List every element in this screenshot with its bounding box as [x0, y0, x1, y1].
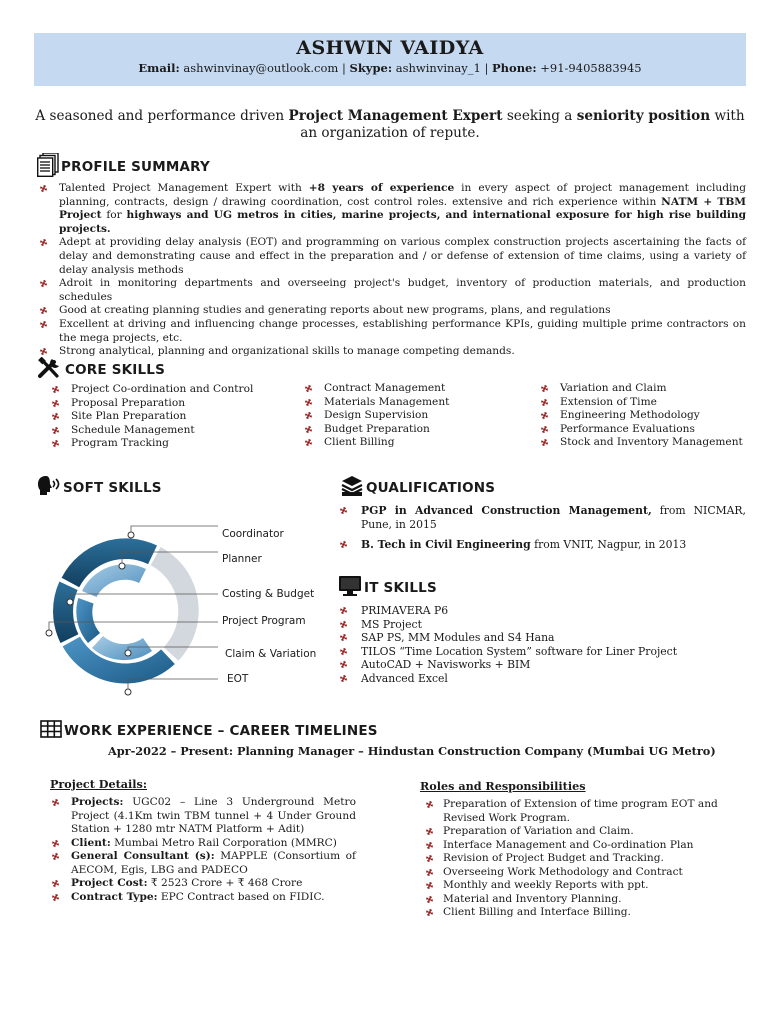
list-item: Adept at providing delay analysis (EOT) and programming on various complex construction projects ascertaining the facts of delay and demonstrating cause and effect in the preparation and / or defense of extension of time claims, using a variety of delay analysis methods — [34, 236, 746, 277]
section-title: WORK EXPERIENCE – CAREER TIMELINES — [64, 723, 378, 739]
list-item: AutoCAD + Navisworks + BIM — [334, 658, 746, 672]
core-skills-column-3 — [535, 382, 760, 450]
list-item: Talented Project Management Expert with +8 years of experience in every aspect of project management including planning, contracts, design / drawing coordination, cost control roles. extensive and rich experience within NATM + TBM Project for highways and UG metros in cities, marine projects, and international exposure for high rise building projects. — [34, 182, 746, 236]
section-heading-core-skills — [37, 357, 165, 383]
section-title: PROFILE SUMMARY — [61, 159, 210, 175]
list-item: Preparation of Extension of time program EOT and Revised Work Program. — [420, 798, 725, 825]
skype-label: Skype: — [349, 61, 393, 75]
section-title: SOFT SKILLS — [63, 480, 162, 496]
books-icon — [340, 475, 364, 501]
soft-skill-label: EOT — [227, 673, 249, 685]
job-position-line: Apr-2022 – Present: Planning Manager – Hindustan Construction Company (Mumbai UG Metro) — [108, 744, 716, 758]
list-item: Excellent at driving and influencing change processes, establishing performance KPIs, guiding multiple prime contractors on the mega projects, etc. — [34, 318, 746, 345]
list-item: Good at creating planning studies and generating reports about new programs, plans, and regulations — [34, 304, 746, 318]
speaking-head-icon — [37, 475, 61, 501]
list-item: Advanced Excel — [334, 672, 746, 686]
soft-skill-label: Coordinator — [222, 528, 284, 540]
list-item: Monthly and weekly Reports with ppt. — [420, 879, 725, 893]
email-value[interactable]: ashwinvinay@outlook.com — [183, 61, 339, 75]
list-item: PRIMAVERA P6 — [334, 604, 746, 618]
list-item: Variation and Claim — [535, 382, 760, 396]
list-item: Client Billing — [299, 436, 519, 450]
header-banner — [34, 33, 746, 86]
list-item: Contract Type: EPC Contract based on FIDIC. — [46, 891, 356, 905]
list-item: Proposal Preparation — [46, 397, 286, 411]
list-item: Engineering Methodology — [535, 409, 760, 423]
list-item: Project Cost: ₹ 2523 Crore + ₹ 468 Crore — [46, 877, 356, 891]
list-item: Materials Management — [299, 396, 519, 410]
ring-marker — [125, 650, 131, 656]
section-title: QUALIFICATIONS — [366, 480, 496, 496]
section-heading-qualifications — [340, 475, 495, 501]
list-item: Preparation of Variation and Claim. — [420, 825, 725, 839]
qualifications-list — [334, 504, 746, 552]
project-details-heading: Project Details: — [50, 777, 147, 791]
list-item: TILOS “Time Location System” software for Liner Project — [334, 645, 746, 659]
grid-calendar-icon — [40, 720, 62, 742]
list-item: Overseeing Work Methodology and Contract — [420, 866, 725, 880]
objective-text: with an organization of repute. — [300, 108, 745, 141]
list-item: Design Supervision — [299, 409, 519, 423]
phone-label: Phone: — [492, 61, 537, 75]
soft-skill-label: Claim & Variation — [225, 648, 317, 660]
list-item: Material and Inventory Planning. — [420, 893, 725, 907]
list-item: Contract Management — [299, 382, 519, 396]
list-item: MS Project — [334, 618, 746, 632]
ring-segment — [92, 636, 152, 660]
soft-skill-label: Costing & Budget — [222, 588, 315, 600]
ring-segment — [53, 582, 78, 644]
list-item: Extension of Time — [535, 396, 760, 410]
objective-text: seeking a — [502, 108, 577, 124]
list-item: Client: Mumbai Metro Rail Corporation (MMRC) — [46, 837, 356, 851]
section-heading-soft-skills — [37, 475, 162, 501]
list-item: Schedule Management — [46, 424, 286, 438]
monitor-icon — [338, 575, 362, 601]
ring-marker — [125, 689, 131, 695]
list-item: Strong analytical, planning and organizational skills to manage competing demands. — [34, 345, 746, 359]
list-item: Revision of Project Budget and Tracking. — [420, 852, 725, 866]
list-item: Stock and Inventory Management — [535, 436, 760, 450]
ring-marker — [128, 532, 134, 538]
objective-text: A seasoned and performance driven — [35, 108, 289, 124]
it-skills-list — [334, 604, 746, 685]
profile-summary-list — [34, 182, 746, 359]
list-item: Site Plan Preparation — [46, 410, 286, 424]
soft-skill-label: Planner — [222, 553, 262, 565]
list-item: SAP PS, MM Modules and S4 Hana — [334, 631, 746, 645]
list-item: Client Billing and Interface Billing. — [420, 906, 725, 920]
list-item: PGP in Advanced Construction Management, from NICMAR, Pune, in 2015 — [334, 504, 746, 532]
objective-statement — [30, 108, 750, 142]
core-skills-column-1 — [46, 383, 286, 451]
ring-marker — [46, 630, 52, 636]
section-heading-it-skills — [338, 575, 437, 601]
core-skills-column-2 — [299, 382, 519, 450]
document-stack-icon — [37, 153, 59, 181]
list-item: Interface Management and Co-ordination Plan — [420, 839, 725, 853]
list-item: B. Tech in Civil Engineering from VNIT, Nagpur, in 2013 — [334, 538, 746, 552]
list-item: Project Co-ordination and Control — [46, 383, 286, 397]
project-details-list — [46, 796, 356, 904]
tools-icon — [37, 357, 63, 383]
ring-segment — [151, 547, 199, 661]
ring-segment — [76, 598, 100, 643]
section-title: CORE SKILLS — [65, 362, 166, 378]
list-item: General Consultant (s): MAPPLE (Consortium of AECOM, Egis, LBG and PADECO — [46, 850, 356, 877]
list-item: Projects: UGC02 – Line 3 Underground Metro Project (4.1Km twin TBM tunnel + 4 Under Ground Station + 1280 mtr NATM Platform + Adit) — [46, 796, 356, 837]
list-item: Program Tracking — [46, 437, 286, 451]
objective-bold: Project Management Expert — [288, 108, 503, 124]
email-label: Email: — [138, 61, 180, 75]
candidate-name: ASHWIN VAIDYA — [296, 37, 484, 59]
list-item: Adroit in monitoring departments and overseeing project's budget, inventory of production materials, and production schedules — [34, 277, 746, 304]
ring-marker — [119, 563, 125, 569]
list-item: Budget Preparation — [299, 423, 519, 437]
section-heading-profile — [37, 153, 210, 181]
section-heading-work-experience — [40, 720, 378, 742]
list-item: Performance Evaluations — [535, 423, 760, 437]
phone-value: +91-9405883945 — [540, 61, 642, 75]
soft-skill-label: Project Program — [222, 615, 306, 627]
contact-line: Email: ashwinvinay@outlook.com | Skype: ashwinvinay_1 | Phone: +91-9405883945 — [138, 61, 642, 75]
soft-skills-ring-graphic — [30, 522, 230, 707]
roles-list — [420, 798, 725, 920]
roles-heading: Roles and Responsibilities — [420, 779, 586, 793]
section-title: IT SKILLS — [364, 580, 437, 596]
objective-bold: seniority position — [576, 108, 711, 124]
ring-marker — [67, 599, 73, 605]
skype-value: ashwinvinay_1 — [395, 61, 481, 75]
